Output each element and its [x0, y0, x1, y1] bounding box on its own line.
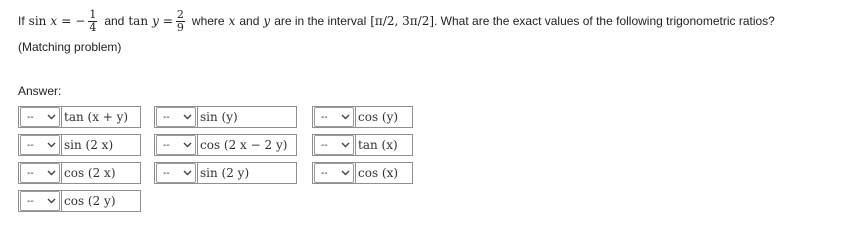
question-text — [18, 6, 775, 36]
expression-frame — [355, 106, 413, 128]
expression-label: cos (2 y) — [64, 194, 116, 208]
expression-frame — [61, 134, 141, 156]
select-wrapper — [154, 134, 198, 156]
select-placeholder: -- — [321, 111, 328, 123]
match-select[interactable] — [314, 107, 354, 127]
expression-frame — [197, 162, 297, 184]
expression-label: sin (2 y) — [200, 166, 250, 180]
select-wrapper — [18, 106, 62, 128]
match-select[interactable] — [156, 163, 196, 183]
match-select[interactable] — [20, 191, 60, 211]
question-if: If — [18, 14, 25, 28]
match-select[interactable] — [20, 107, 60, 127]
expression-label: tan (x) — [358, 138, 398, 152]
match-item — [18, 190, 141, 212]
chevron-down-icon — [47, 198, 56, 204]
select-placeholder: -- — [27, 139, 34, 151]
expression-frame — [355, 162, 413, 184]
sin-numerator: 1 — [89, 7, 97, 21]
select-placeholder: -- — [321, 167, 328, 179]
interval-value: [π/2, 3π/2] — [370, 14, 435, 28]
match-item — [18, 134, 141, 156]
match-item — [154, 162, 297, 184]
answer-label: Answer: — [18, 84, 62, 98]
expression-label: cos (2 x) — [64, 166, 116, 180]
expression-frame — [355, 134, 413, 156]
variable-x: x — [50, 14, 58, 28]
expression-label: cos (y) — [358, 110, 399, 124]
select-placeholder: -- — [163, 167, 170, 179]
select-wrapper — [312, 134, 356, 156]
select-wrapper — [154, 162, 198, 184]
match-select[interactable] — [20, 135, 60, 155]
sin-fraction — [88, 9, 97, 34]
match-item — [312, 106, 413, 128]
expression-label: cos (x) — [358, 166, 399, 180]
chevron-down-icon — [183, 170, 192, 176]
variable-y: y — [152, 14, 159, 28]
select-wrapper — [312, 106, 356, 128]
subtitle: (Matching problem) — [18, 40, 122, 54]
match-item — [312, 134, 413, 156]
match-item — [154, 106, 297, 128]
expression-frame — [61, 162, 141, 184]
select-placeholder: -- — [321, 139, 328, 151]
match-select[interactable] — [156, 107, 196, 127]
match-select[interactable] — [156, 135, 196, 155]
sin-function: sin — [28, 14, 47, 28]
match-item — [18, 162, 141, 184]
select-wrapper — [18, 134, 62, 156]
chevron-down-icon — [47, 142, 56, 148]
question-and: and — [104, 14, 125, 28]
select-wrapper — [154, 106, 198, 128]
match-item — [154, 134, 297, 156]
chevron-down-icon — [183, 142, 192, 148]
tan-denominator: 9 — [176, 20, 184, 34]
match-select[interactable] — [314, 163, 354, 183]
minus-sign: − — [75, 14, 86, 28]
tan-numerator: 2 — [176, 7, 184, 21]
chevron-down-icon — [47, 170, 56, 176]
expression-label: cos (2 x − 2 y) — [200, 138, 288, 152]
tan-fraction — [176, 9, 185, 34]
select-placeholder: -- — [27, 111, 34, 123]
expression-frame — [197, 134, 297, 156]
expression-label: sin (y) — [200, 110, 238, 124]
expression-label: sin (2 x) — [64, 138, 114, 152]
sin-denominator: 4 — [89, 20, 97, 34]
select-placeholder: -- — [163, 139, 170, 151]
question-and-2: and — [239, 14, 260, 28]
variable-x-2: x — [228, 14, 236, 28]
chevron-down-icon — [47, 114, 56, 120]
match-item — [18, 106, 141, 128]
variable-y-2: y — [263, 14, 271, 28]
match-item — [312, 162, 413, 184]
select-placeholder: -- — [27, 167, 34, 179]
select-placeholder: -- — [27, 195, 34, 207]
equals-sign-2: = — [162, 14, 173, 28]
question-rest: . What are the exact values of the following trigonometric ratios? — [434, 14, 775, 28]
question-where: where — [191, 14, 225, 28]
select-wrapper — [18, 162, 62, 184]
chevron-down-icon — [183, 114, 192, 120]
expression-frame — [197, 106, 297, 128]
expression-frame — [61, 190, 141, 212]
select-wrapper — [18, 190, 62, 212]
expression-frame — [61, 106, 141, 128]
match-select[interactable] — [314, 135, 354, 155]
interval-text: are in the interval — [274, 14, 367, 28]
tan-function: tan — [128, 14, 149, 28]
select-placeholder: -- — [163, 111, 170, 123]
select-wrapper — [312, 162, 356, 184]
chevron-down-icon — [341, 142, 350, 148]
chevron-down-icon — [341, 170, 350, 176]
expression-label: tan (x + y) — [64, 110, 129, 124]
equals-sign: = — [61, 14, 72, 28]
chevron-down-icon — [341, 114, 350, 120]
match-select[interactable] — [20, 163, 60, 183]
